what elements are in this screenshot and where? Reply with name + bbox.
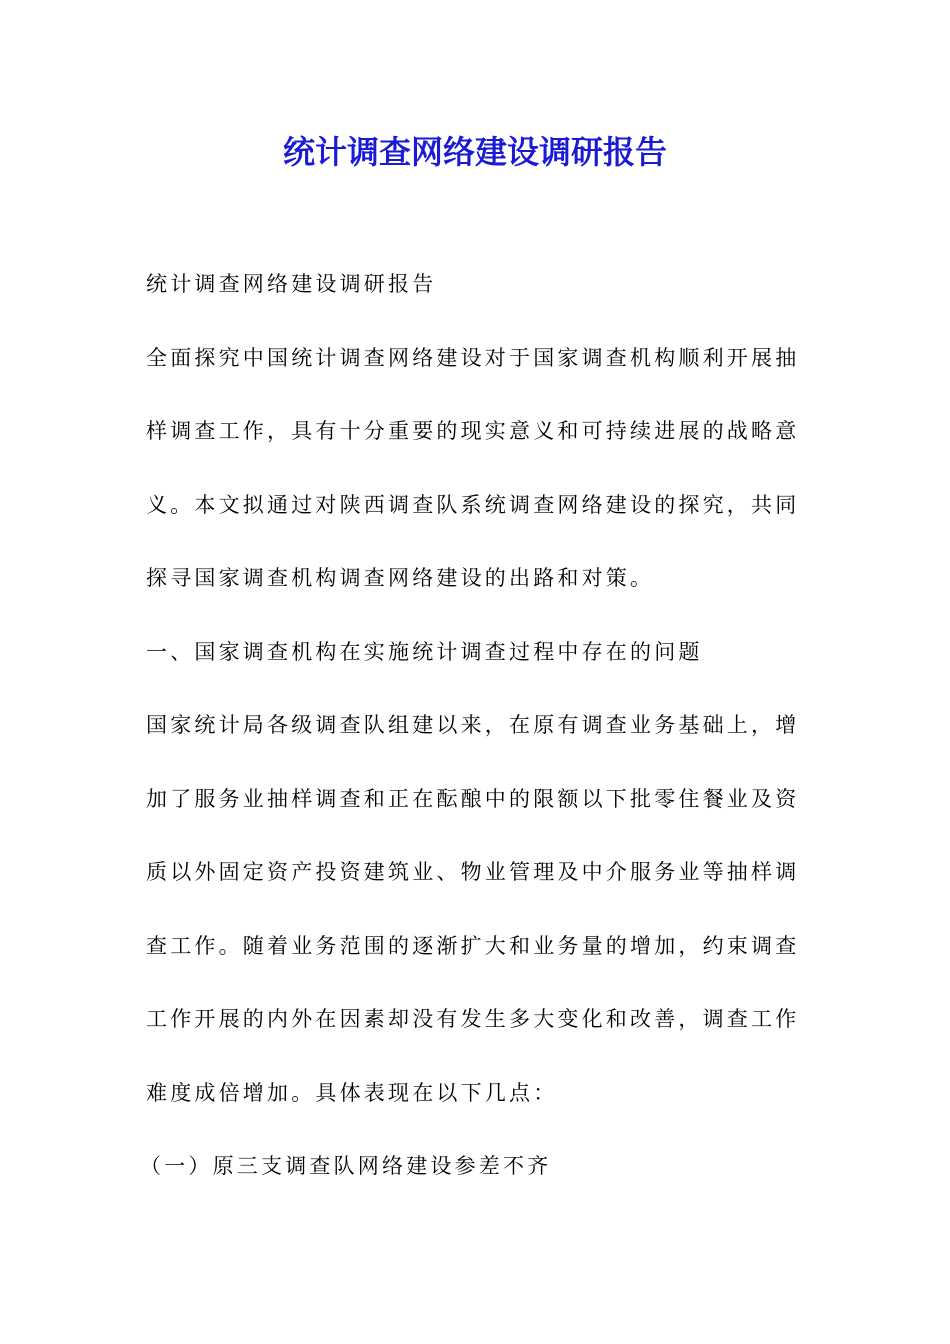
subtitle-line: 统计调查网络建设调研报告 bbox=[146, 272, 437, 296]
paragraph-line: 义。本文拟通过对陕西调查队系统调查网络建设的探究，共同 bbox=[146, 492, 800, 517]
paragraph-line: 国家统计局各级调查队组建以来，在原有调查业务基础上，增 bbox=[146, 713, 800, 737]
paragraph-line: 查工作。随着业务范围的逐渐扩大和业务量的增加，约束调查 bbox=[146, 933, 800, 958]
paragraph-line: 难度成倍增加。具体表现在以下几点： bbox=[146, 1080, 558, 1105]
paragraph-line: 加了服务业抽样调查和正在酝酿中的限额以下批零住餐业及资 bbox=[146, 786, 800, 811]
document-body bbox=[140, 260, 806, 1216]
subsection-heading: （一）原三支调查队网络建设参差不齐 bbox=[140, 1154, 552, 1178]
paragraph-line: 全面探究中国统计调查网络建设对于国家调查机构顺利开展抽 bbox=[146, 345, 800, 370]
document-title: 统计调查网络建设调研报告 bbox=[282, 133, 667, 171]
paragraph-line: 工作开展的内外在因素却没有发生多大变化和改善，调查工作 bbox=[146, 1007, 800, 1031]
section-heading: 一、国家调查机构在实施统计调查过程中存在的问题 bbox=[146, 639, 703, 664]
paragraph-line: 探寻国家调查机构调查网络建设的出路和对策。 bbox=[146, 566, 655, 590]
paragraph-line: 质以外固定资产投资建筑业、物业管理及中介服务业等抽样调 bbox=[146, 860, 800, 884]
paragraph-line: 样调查工作，具有十分重要的现实意义和可持续进展的战略意 bbox=[146, 419, 800, 443]
